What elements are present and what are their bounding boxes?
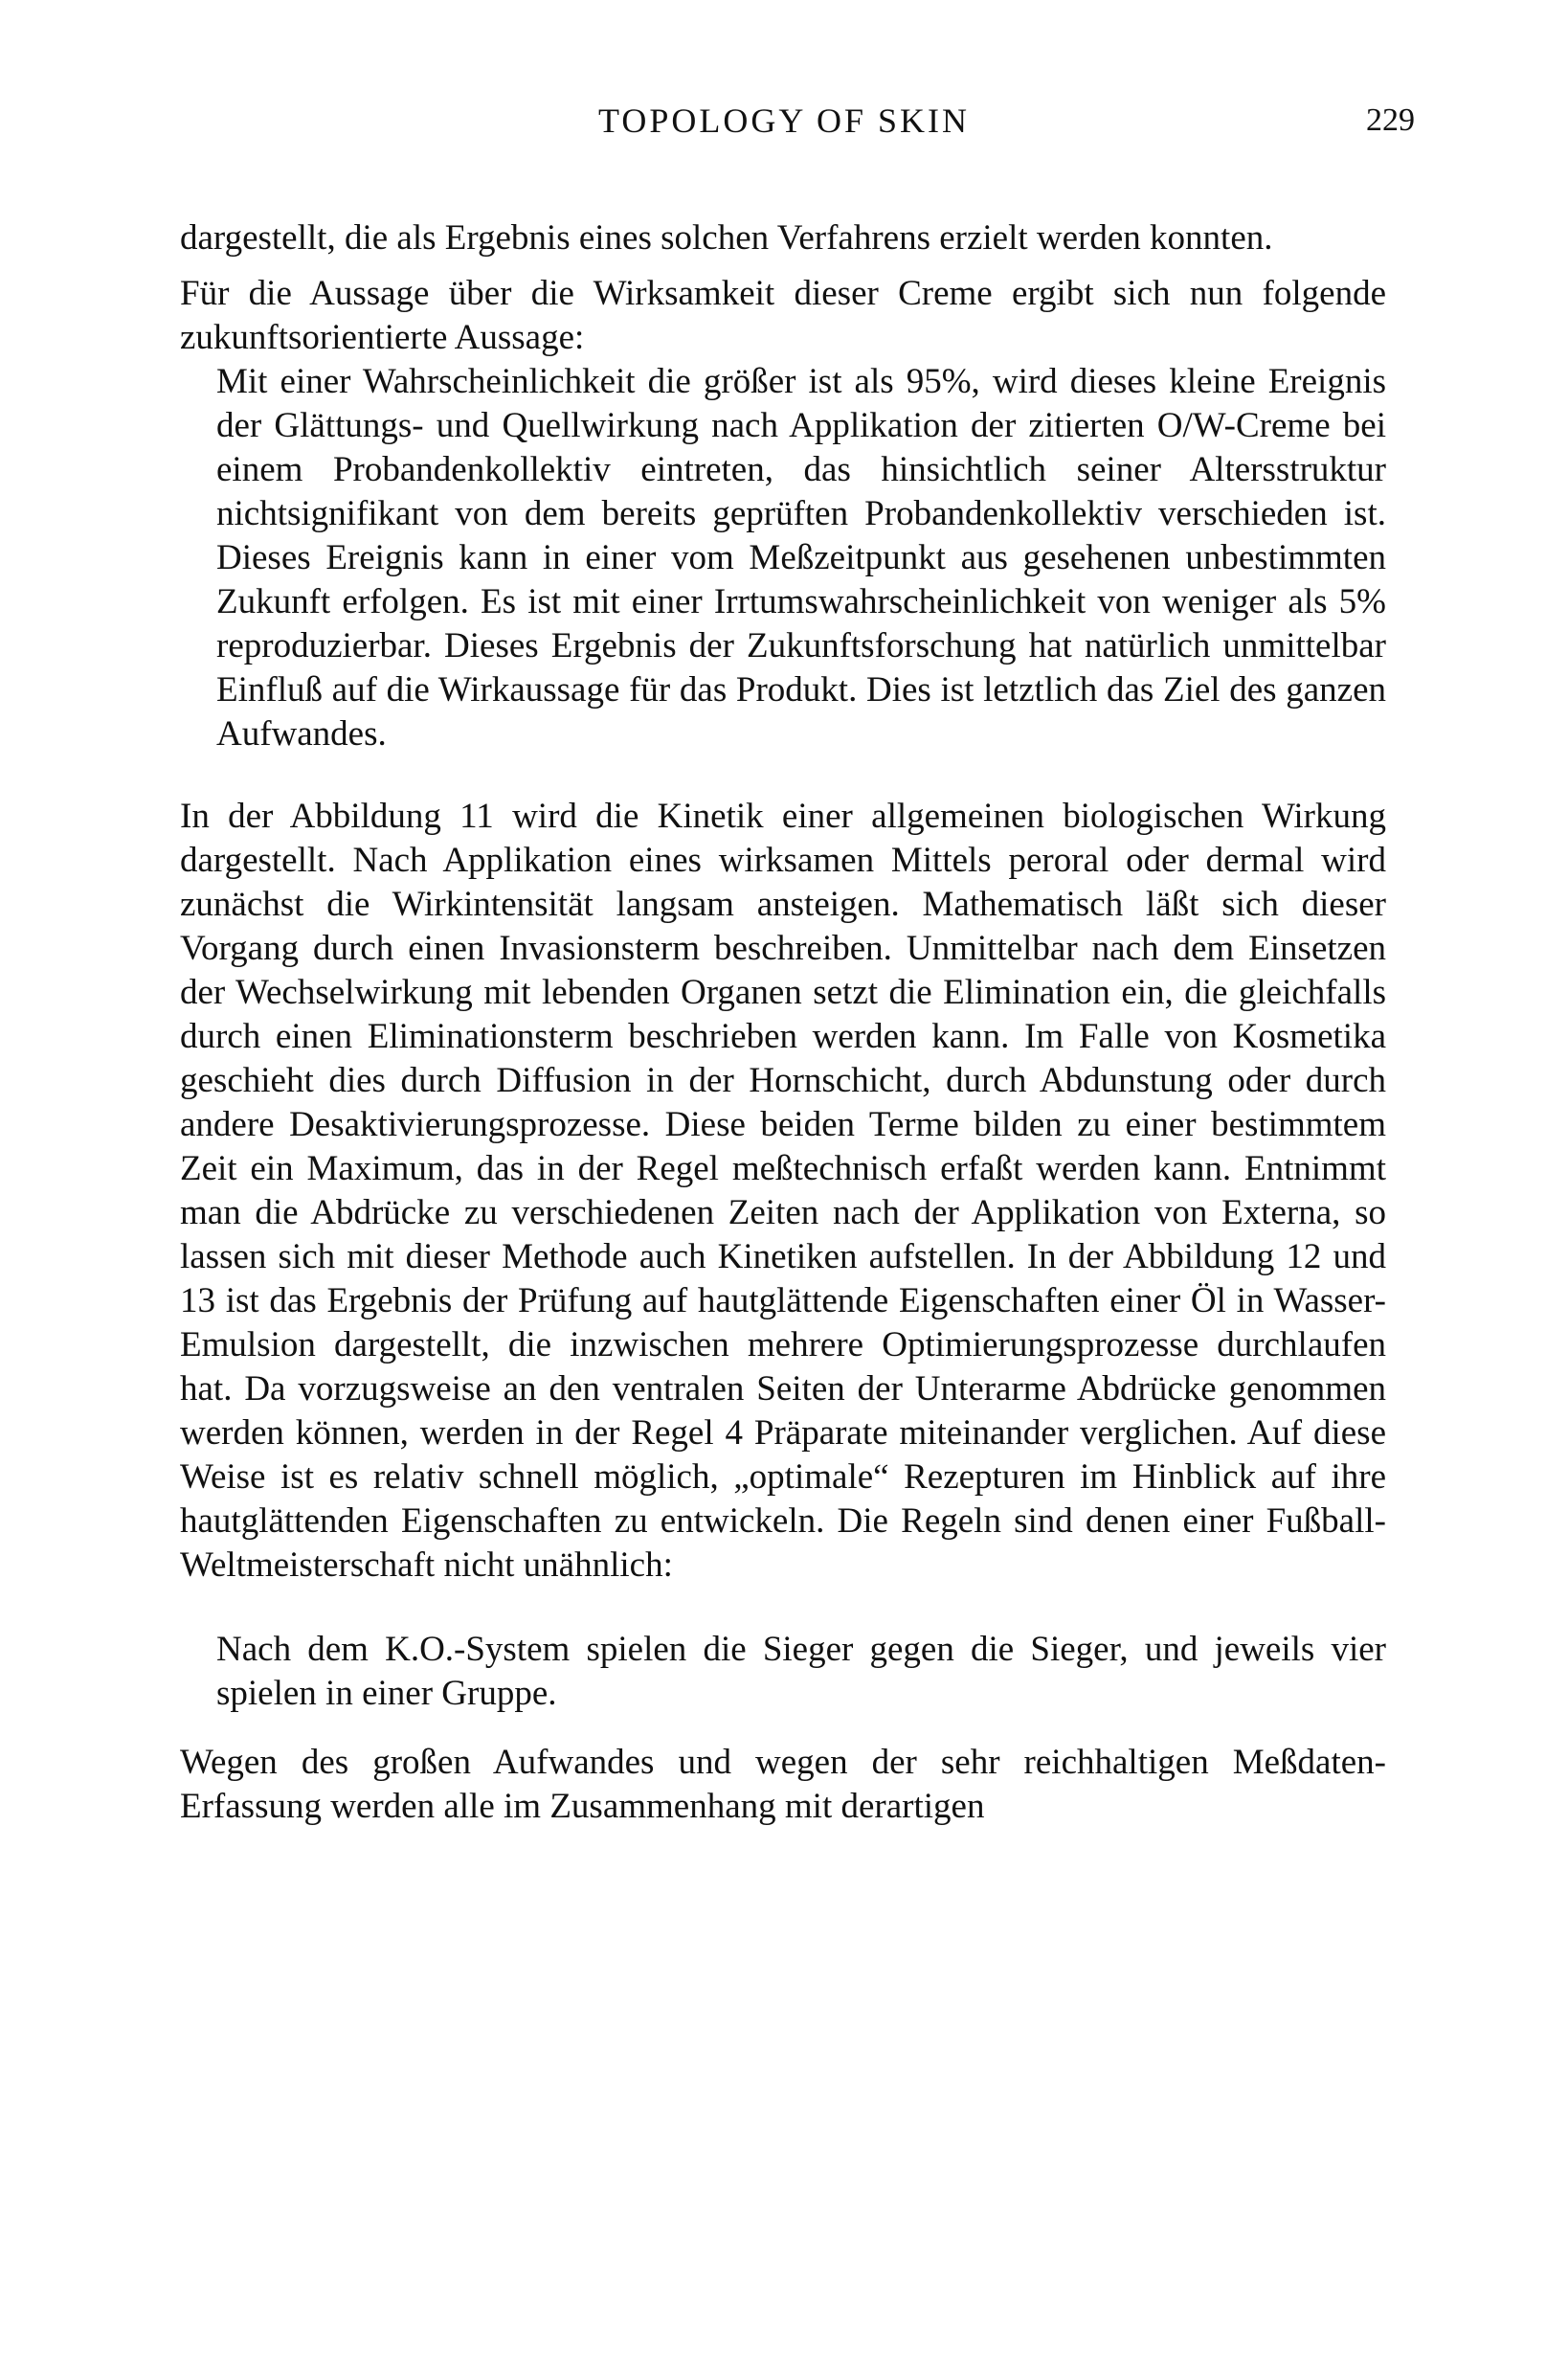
- page-number: 229: [1366, 102, 1415, 138]
- paragraph-statement-intro: Für die Aussage über die Wirksamkeit dieser Creme ergibt sich nun folgende zukunftsorientierte Aussage:: [180, 274, 1386, 357]
- running-head: [0, 92, 1568, 149]
- body-text: [180, 216, 1386, 1829]
- paragraph-kinetics: In der Abbildung 11 wird die Kinetik einer allgemeinen biologischen Wirkung dargestellt. Nach Applikation eines wirksamen Mittels peroral oder dermal wird zunächst die Wirkintensität langsam ansteigen. Mathematisch läßt sich dieser Vorgang durch einen Invasionsterm beschreiben. Unmittelbar nach dem Einsetzen der Wechselwirkung mit lebenden Organen setzt die Elimination ein, die gleichfalls durch einen Eliminationsterm beschrieben werden kann. Im Falle von Kosmetika geschieht dies durch Diffusion in der Hornschicht, durch Abdunstung oder durch andere Desaktivierungsprozesse. Diese beiden Terme bilden zu einer bestimmtem Zeit ein Maximum, das in der Regel meßtechnisch erfaßt werden kann. Entnimmt man die Abdrücke zu verschiedenen Zeiten nach der Applikation von Externa, so lassen sich mit dieser Methode auch Kinetiken aufstellen. In der Abbildung 12 und 13 ist das Ergebnis der Prüfung auf hautglättende Eigenschaften einer Öl in Wasser-Emulsion dargestellt, die inzwischen mehrere Optimierungsprozesse durchlaufen hat. Da vorzugsweise an den ventralen Seiten der Unterarme Abdrücke genommen werden können, werden in der Regel 4 Präparate miteinander verglichen. Auf diese Weise ist es relativ schnell möglich, „optimale“ Rezepturen im Hinblick auf ihre hautglättenden Eigenschaften zu entwickeln. Die Regeln sind denen einer Fußball-Weltmeisterschaft nicht unähnlich:: [180, 797, 1386, 1585]
- paragraph-ko-system: Nach dem K.O.-System spielen die Sieger gegen die Sieger, und jeweils vier spielen in einer Gruppe.: [216, 1630, 1386, 1713]
- paragraph-statement: Mit einer Wahrscheinlichkeit die größer ist als 95%, wird dieses kleine Ereignis der Glättungs- und Quellwirkung nach Applikation der zitierten O/W-Creme bei einem Probandenkollektiv eintreten, das hinsichtlich seiner Altersstruktur nichtsignifikant von dem bereits geprüften Probandenkollektiv verschieden ist. Dieses Ereignis kann in einer vom Meßzeitpunkt aus gesehenen unbestimmten Zukunft erfolgen. Es ist mit einer Irrtumswahrscheinlichkeit von weniger als 5% reproduzierbar. Dieses Ergebnis der Zukunftsforschung hat natürlich unmittelbar Einfluß auf die Wirkaussage für das Produkt. Dies ist letztlich das Ziel des ganzen Aufwandes.: [216, 362, 1386, 754]
- paragraph-continuation: dargestellt, die als Ergebnis eines solchen Verfahrens erzielt werden konnten.: [180, 218, 1273, 258]
- paragraph-data-capture: Wegen des großen Aufwandes und wegen der sehr reichhaltigen Meßdaten-Erfassung werden alle im Zusammenhang mit derartigen: [180, 1743, 1386, 1826]
- running-title: TOPOLOGY OF SKIN: [597, 101, 971, 140]
